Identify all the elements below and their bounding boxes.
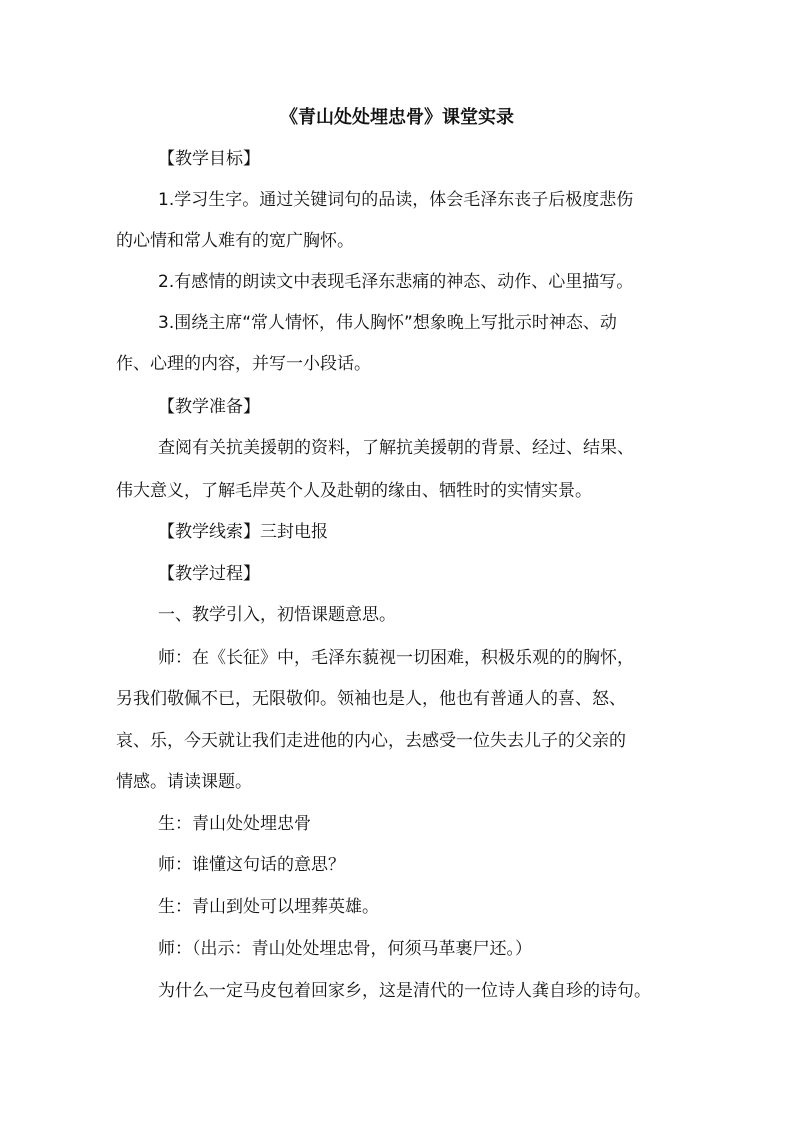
paragraph-line: 一、教学引入，初悟课题意思。 [158, 605, 396, 625]
paragraph-line: 为什么一定马皮包着回家乡，这是清代的一位诗人龚自珍的诗句。 [158, 981, 651, 1001]
dialogue-line: 师：（出示：青山处处埋忠骨，何须马革裹尸还。） [158, 939, 532, 959]
paragraph-line: 伟大意义，了解毛岸英个人及赴朝的缘由、牺牲时的实情实景。 [116, 481, 592, 501]
paragraph-line: 作、心理的内容，并写一小段话。 [116, 354, 371, 374]
paragraph-line: 1.学习生字。通过关键词句的品读，体会毛泽东丧子后极度悲伤 [158, 190, 634, 210]
section-heading-teaching-goals: 【教学目标】 [158, 149, 260, 169]
paragraph-line: 师：在《长征》中，毛泽东藐视一切困难，积极乐观的的胸怀， [158, 648, 634, 668]
dialogue-line: 生：青山处处埋忠骨 [158, 814, 311, 834]
section-heading-teaching-prep: 【教学准备】 [158, 397, 260, 417]
paragraph-line: 查阅有关抗美援朝的资料，了解抗美援朝的背景、经过、结果、 [158, 438, 634, 458]
paragraph-line: 的心情和常人难有的宽广胸怀。 [116, 231, 354, 251]
dialogue-line: 生：青山到处可以埋葬英雄。 [158, 897, 379, 917]
section-heading-teaching-clue: 【教学线索】三封电报 [158, 522, 328, 542]
document-title: 《青山处处埋忠骨》课堂实录 [280, 107, 514, 128]
paragraph-line: 3.围绕主席“常人情怀，伟人胸怀”想象晚上写批示时神态、动 [158, 313, 617, 333]
dialogue-line: 师：谁懂这句话的意思？ [158, 855, 345, 875]
paragraph-line: 2.有感情的朗读文中表现毛泽东悲痛的神态、动作、心里描写。 [158, 272, 634, 292]
section-heading-teaching-process: 【教学过程】 [158, 564, 260, 584]
paragraph-line: 哀、乐，今天就让我们走进他的内心，去感受一位失去儿子的父亲的 [116, 731, 626, 751]
paragraph-line: 情感。请读课题。 [116, 772, 252, 792]
paragraph-line: 另我们敬佩不已，无限敬仰。领袖也是人，他也有普通人的喜、怒、 [116, 689, 626, 709]
